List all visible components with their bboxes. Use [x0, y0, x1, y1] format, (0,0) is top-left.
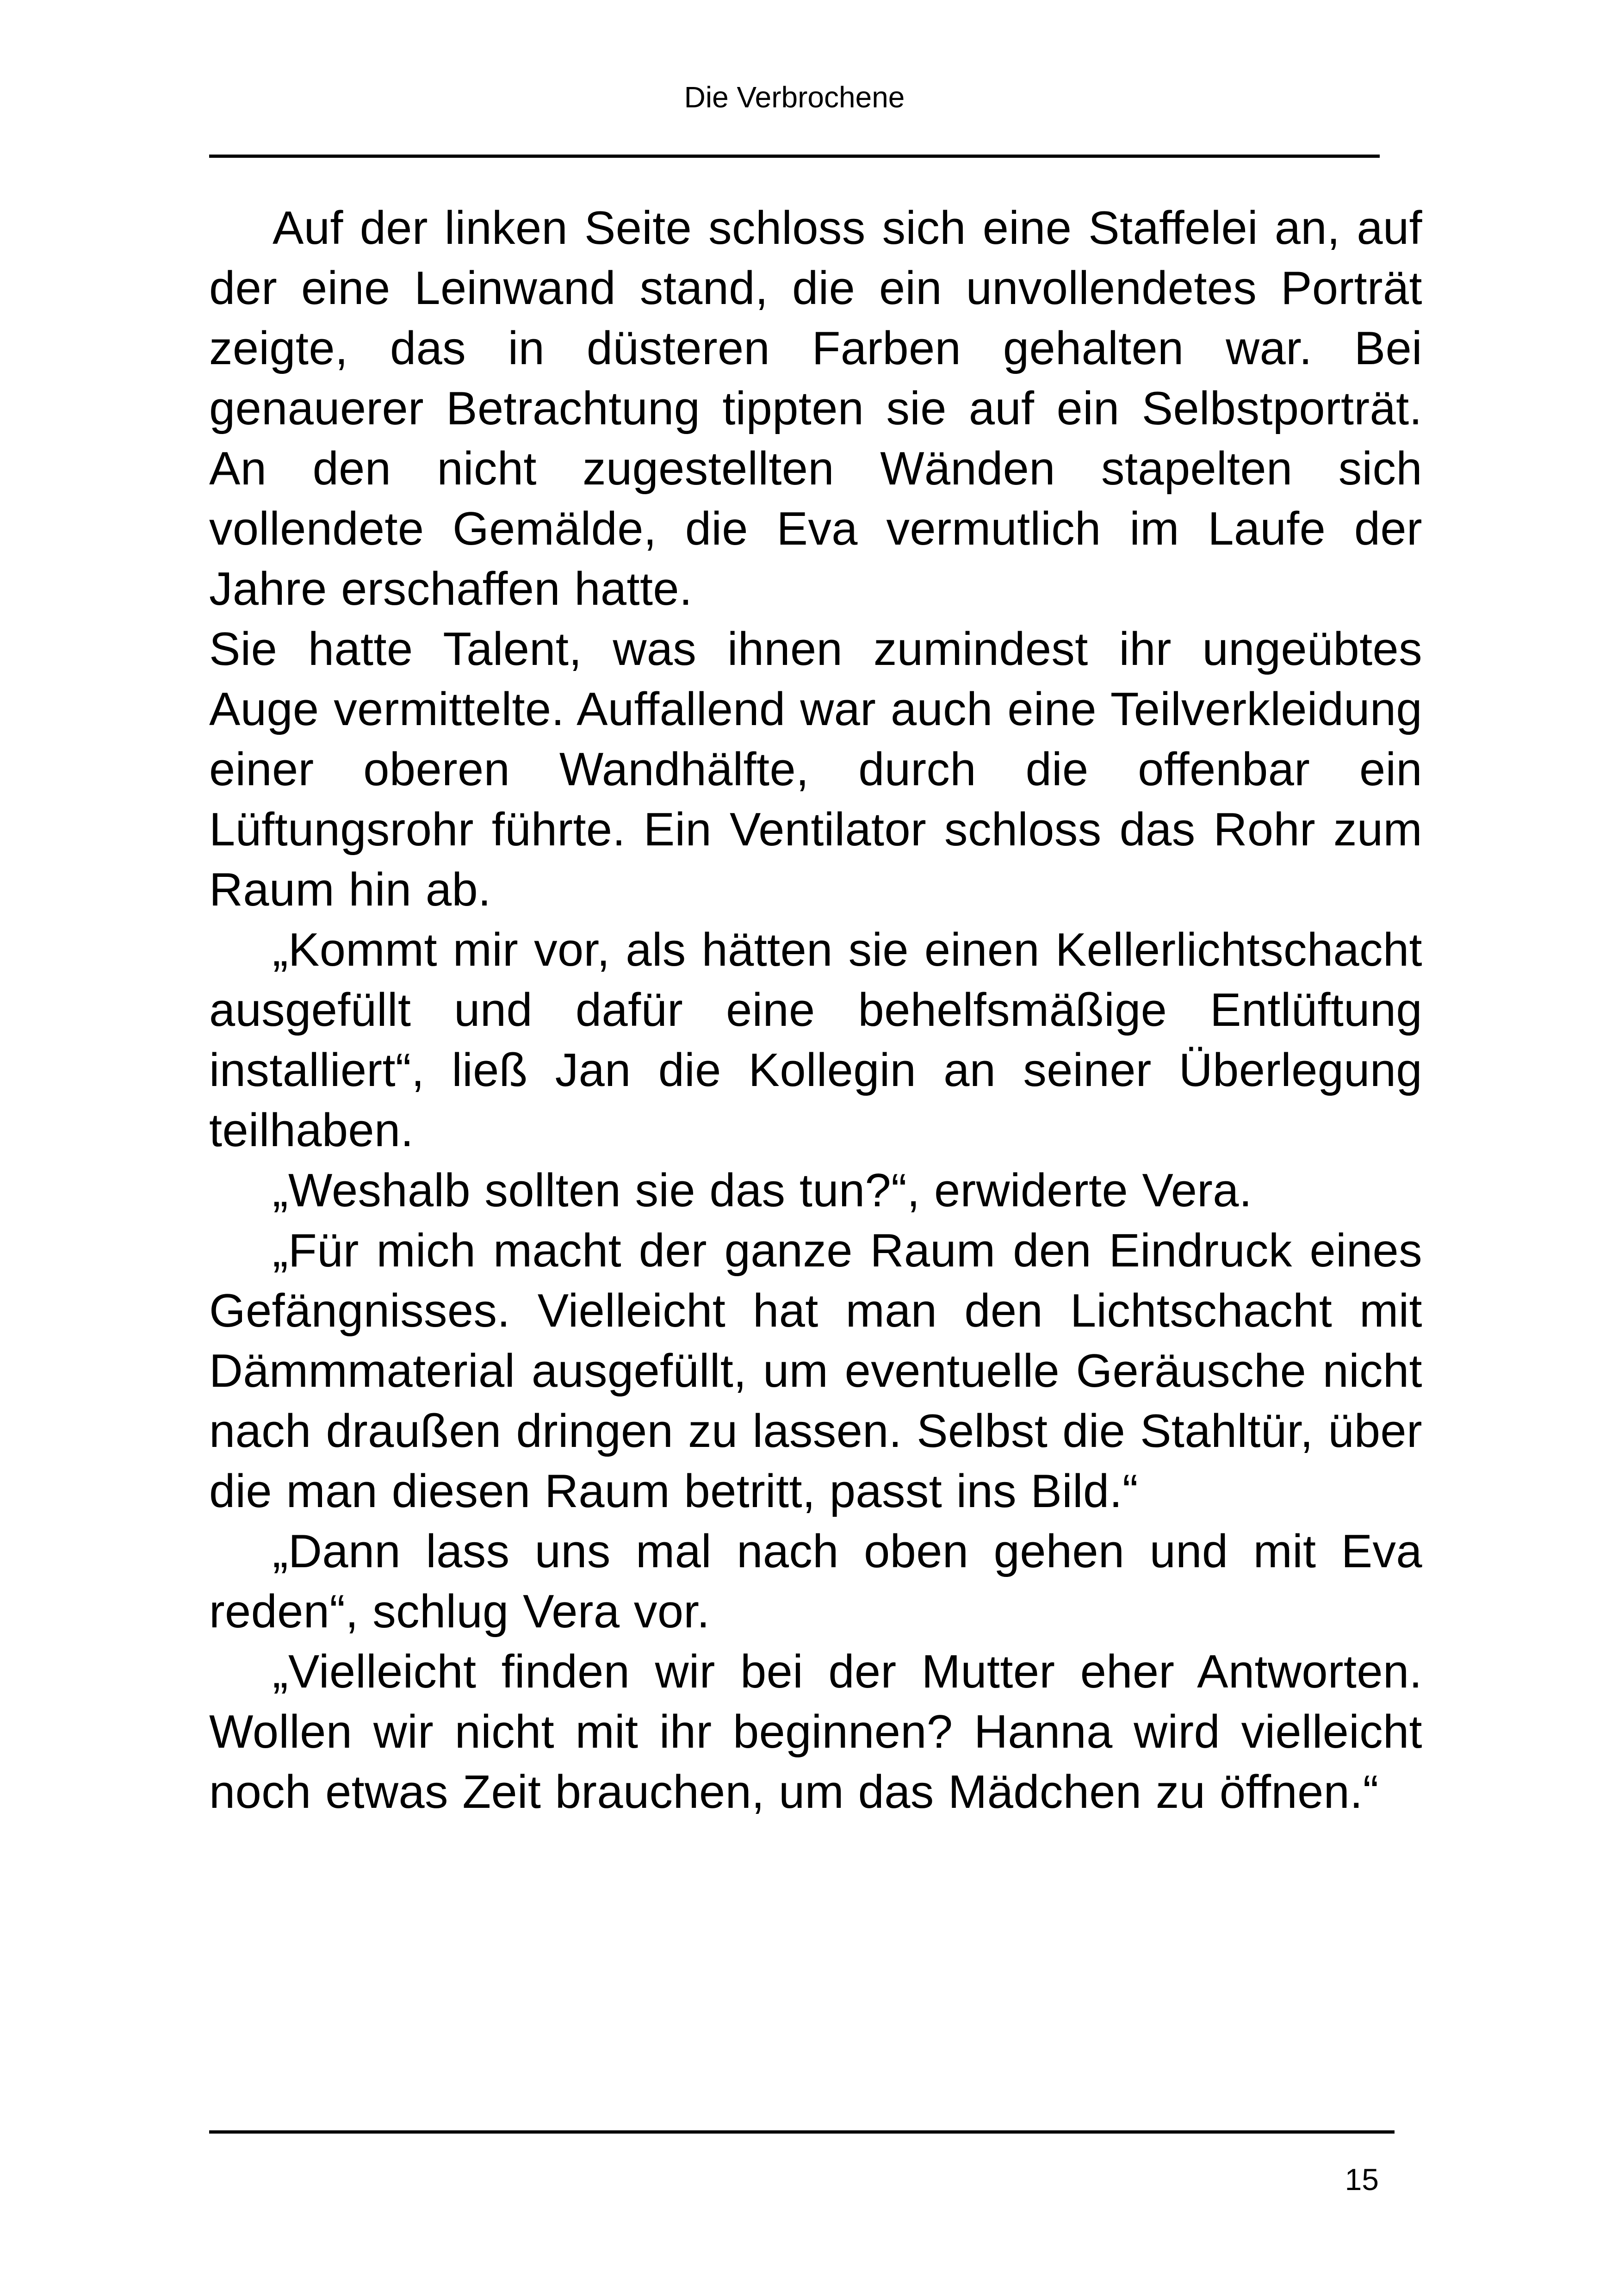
- paragraph: „Für mich macht der ganze Raum den Eindruck eines Gefängnisses. Vielleicht hat man den Lichtschacht mit Dämmmaterial ausgefüllt, um eventuelle Geräusche nicht nach draußen dringen zu lassen. Selbst die Stahltür, über die man diesen Raum betritt, passt ins Bild.“: [209, 1225, 1422, 1517]
- footer-rule: [209, 2130, 1395, 2134]
- paragraph: „Dann lass uns mal nach oben gehen und mit Eva reden“, schlug Vera vor.: [209, 1526, 1422, 1638]
- header-rule: [209, 155, 1380, 158]
- paragraph: Sie hatte Talent, was ihnen zumindest ihr ungeübtes Auge vermittelte. Auffallend war auch eine Teilverkleidung einer oberen Wandhälfte, durch die offenbar ein Lüftungsrohr führte. Ein Ventilator schloss das Rohr zum Raum hin ab.: [209, 623, 1422, 916]
- body-text: [209, 198, 1422, 1822]
- paragraph: Auf der linken Seite schloss sich eine Staffelei an, auf der eine Leinwand stand, die ein unvollendetes Porträt zeigte, das in düsteren Farben gehalten war. Bei genauerer Betrachtung tippten sie auf ein Selbstporträt. An den nicht zugestellten Wänden stapelten sich vollendete Gemälde, die Eva vermutlich im Laufe der Jahre erschaffen hatte.: [209, 202, 1422, 615]
- paragraph: „Weshalb sollten sie das tun?“, erwiderte Vera.: [273, 1165, 1252, 1216]
- page-number: 15: [1345, 2162, 1379, 2197]
- paragraph: „Vielleicht finden wir bei der Mutter eher Antworten. Wollen wir nicht mit ihr beginnen? Hanna wird vielleicht noch etwas Zeit brauchen, um das Mädchen zu öffnen.“: [209, 1646, 1422, 1818]
- running-header: Die Verbrochene: [684, 81, 905, 114]
- paragraph: „Kommt mir vor, als hätten sie einen Kellerlichtschacht ausgefüllt und dafür eine behelfsmäßige Entlüftung installiert“, ließ Jan die Kollegin an seiner Überlegung teilhaben.: [209, 924, 1422, 1156]
